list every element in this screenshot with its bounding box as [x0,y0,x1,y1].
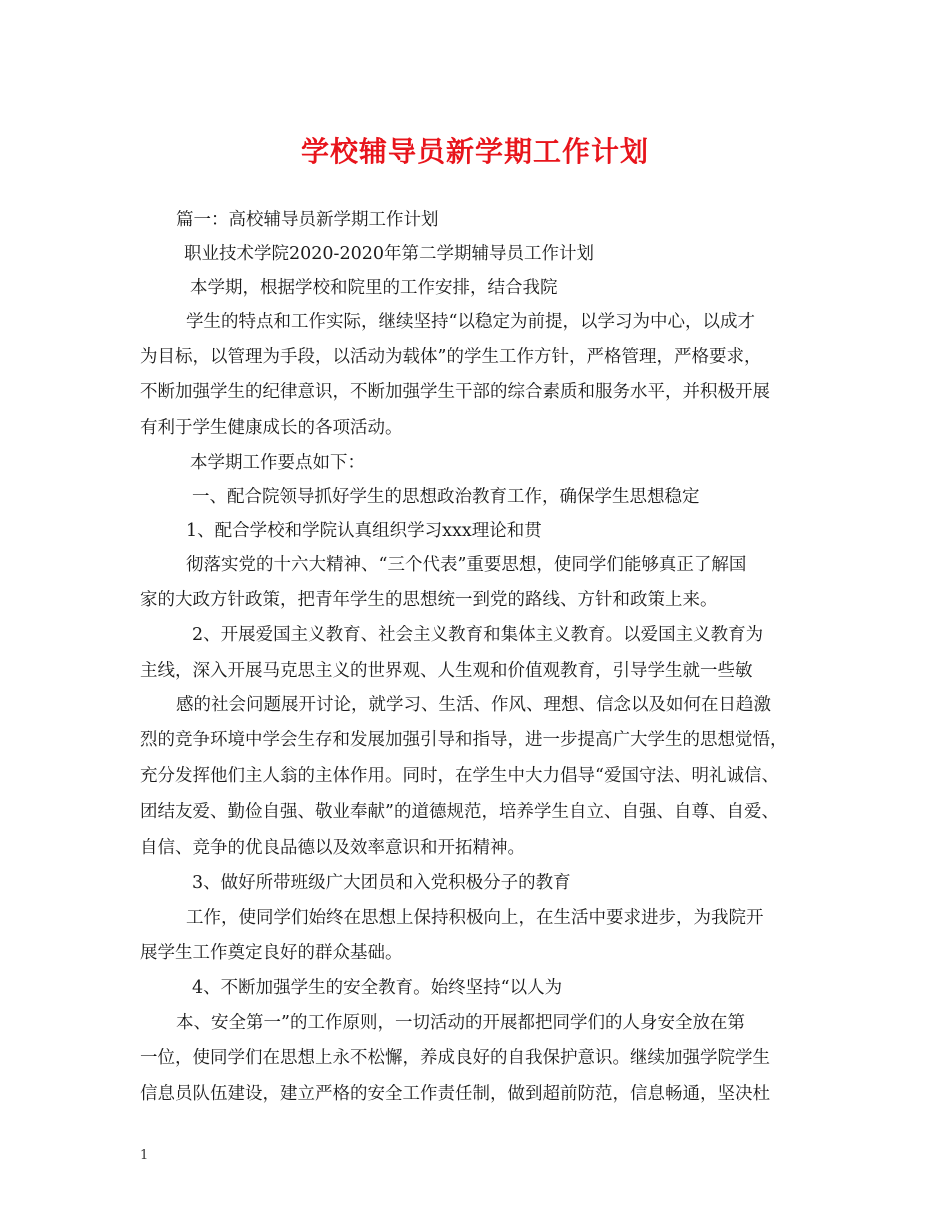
text-line: 展学生工作奠定良好的群众基础。 [140,943,403,963]
text-line: 本、安全第一”的工作原则，一切活动的开展都把同学们的人身安全放在第 [176,1013,745,1033]
text-line: 工作，使同学们始终在思想上保持积极向上，在生活中要求进步，为我院开 [186,908,764,928]
text-line: 主线，深入开展马克思主义的世界观、人生观和价值观教育，引导学生就一些敏 [140,661,753,681]
text-line: 自信、竞争的优良品德以及效率意识和开拓精神。 [140,838,525,858]
text-line: 充分发挥他们主人翁的主体作用。同时，在学生中大力倡导“爱国守法、明礼诚信、 [140,766,779,786]
text-line: 2、开展爱国主义教育、社会主义教育和集体主义教育。以爱国主义教育为 [192,625,764,645]
text-line: 烈的竞争环境中学会生存和发展加强引导和指导，进一步提高广大学生的思想觉悟， [140,730,788,750]
text-line: 篇一：高校辅导员新学期工作计划 [176,210,439,230]
text-line: 信息员队伍建设，建立严格的安全工作责任制，做到超前防范，信息畅通，坚决杜 [140,1084,770,1104]
text-line: 家的大政方针政策，把青年学生的思想统一到党的路线、方针和政策上来。 [140,590,718,610]
text-line: 不断加强学生的纪律意识，不断加强学生干部的综合素质和服务水平，并积极开展 [140,382,770,402]
text-line: 感的社会问题展开讨论，就学习、生活、作风、理想、信念以及如何在日趋激 [176,695,771,715]
text-line: 为目标，以管理为手段，以活动为载体”的学生工作方针，严格管理，严格要求， [140,347,762,367]
page-number: 1 [140,1148,149,1163]
text-line: 一位，使同学们在思想上永不松懈，养成良好的自我保护意识。继续加强学院学生 [140,1048,770,1068]
text-line: 彻落实党的十六大精神、“三个代表”重要思想，使同学们能够真正了解国 [186,555,747,575]
text-line: 有利于学生健康成长的各项活动。 [140,418,403,438]
text-line: 3、做好所带班级广大团员和入党积极分子的教育 [192,873,571,893]
text-line: 学生的特点和工作实际，继续坚持“以稳定为前提，以学习为中心，以成才 [186,312,755,332]
text-line: 团结友爱、勤俭自强、敬业奉献”的道德规范，培养学生自立、自强、自尊、自爱、 [140,802,779,822]
text-line: 一、配合院领导抓好学生的思想政治教育工作，确保学生思想稳定 [192,487,700,507]
text-line: 本学期工作要点如下： [190,453,365,473]
text-line: 职业技术学院2020-2020年第二学期辅导员工作计划 [184,244,594,264]
text-line: 本学期，根据学校和院里的工作安排，结合我院 [190,278,558,298]
text-line: 4、不断加强学生的安全教育。始终坚持“以人为 [192,978,563,998]
text-line: 1、配合学校和学院认真组织学习xxx理论和贯 [186,521,542,541]
document-title: 学校辅导员新学期工作计划 [300,135,649,168]
